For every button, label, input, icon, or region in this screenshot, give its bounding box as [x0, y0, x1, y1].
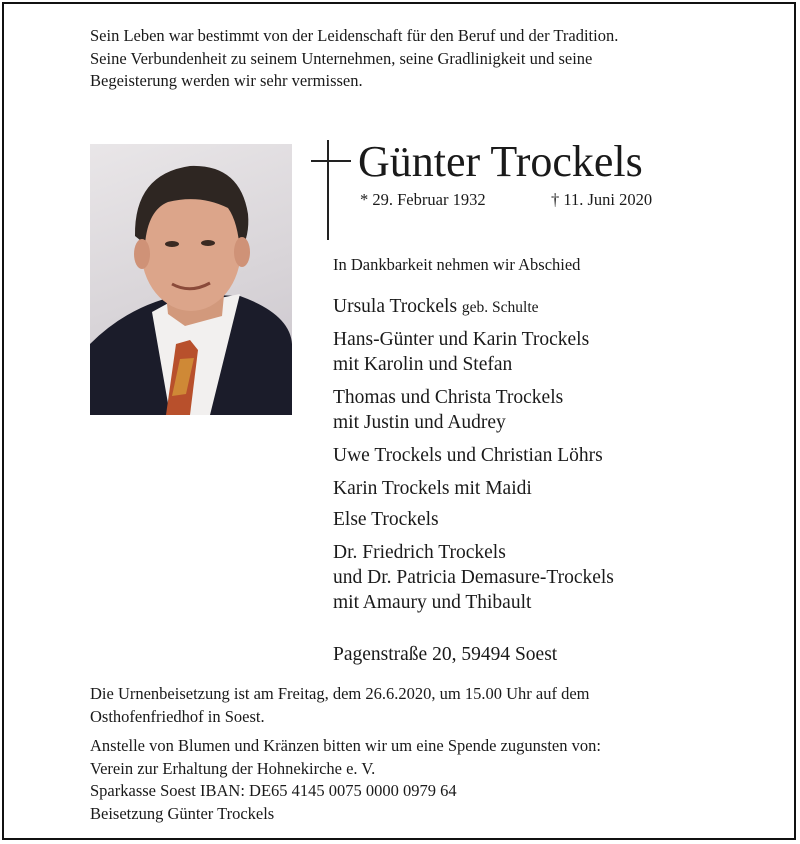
address: Pagenstraße 20, 59494 Soest [333, 644, 558, 665]
family-member [333, 327, 589, 377]
donation-line: Sparkasse Soest IBAN: DE65 4145 0075 0000 0979 64 [90, 781, 457, 800]
funeral-line: Die Urnenbeisetzung ist am Freitag, dem 26.6.2020, um 15.00 Uhr auf dem [90, 684, 590, 703]
family-member: Uwe Trockels und Christian Löhrs [333, 445, 603, 466]
death-date: † 11. Juni 2020 [551, 190, 653, 209]
family-member [333, 294, 539, 320]
family-member: Else Trockels [333, 509, 439, 530]
family-member [333, 385, 563, 435]
intro-line: Begeisterung werden wir sehr vermissen. [90, 71, 363, 90]
family-name: und Dr. Patricia Demasure-Trockels [333, 567, 614, 588]
family-member [333, 540, 614, 615]
donation-info [90, 735, 601, 825]
donation-line: Anstelle von Blumen und Kränzen bitten wir um eine Spende zugunsten von: [90, 736, 601, 755]
birth-date: * 29. Februar 1932 [360, 190, 486, 209]
portrait-photo [90, 144, 292, 415]
donation-line: Verein zur Erhaltung der Hohnekirche e. V. [90, 758, 376, 778]
intro-line: Seine Verbundenheit zu seinem Unternehmen, seine Gradlinigkeit und seine [90, 48, 593, 68]
intro-text [90, 25, 730, 93]
funeral-line: Osthofenfriedhof in Soest. [90, 706, 265, 726]
family-name: Thomas und Christa Trockels [333, 387, 564, 408]
family-name: Ursula Trockels [333, 296, 458, 317]
maiden-name: geb. Schulte [461, 299, 539, 316]
family-name: mit Karolin und Stefan [333, 354, 513, 375]
family-name: Dr. Friedrich Trockels [333, 542, 506, 563]
family-name: mit Amaury und Thibault [333, 592, 532, 613]
cross-icon [311, 140, 351, 240]
family-name: mit Justin und Audrey [333, 412, 506, 433]
funeral-info [90, 683, 589, 728]
family-name: Hans-Günter und Karin Trockels [333, 329, 590, 350]
deceased-name: Günter Trockels [358, 137, 643, 186]
donation-line: Beisetzung Günter Trockels [90, 803, 275, 823]
intro-line: Sein Leben war bestimmt von der Leidenschaft für den Beruf und der Tradition. [90, 26, 619, 45]
family-member: Karin Trockels mit Maidi [333, 478, 532, 499]
thanks-line: In Dankbarkeit nehmen wir Abschied [333, 255, 581, 274]
portrait-illustration [90, 144, 292, 415]
